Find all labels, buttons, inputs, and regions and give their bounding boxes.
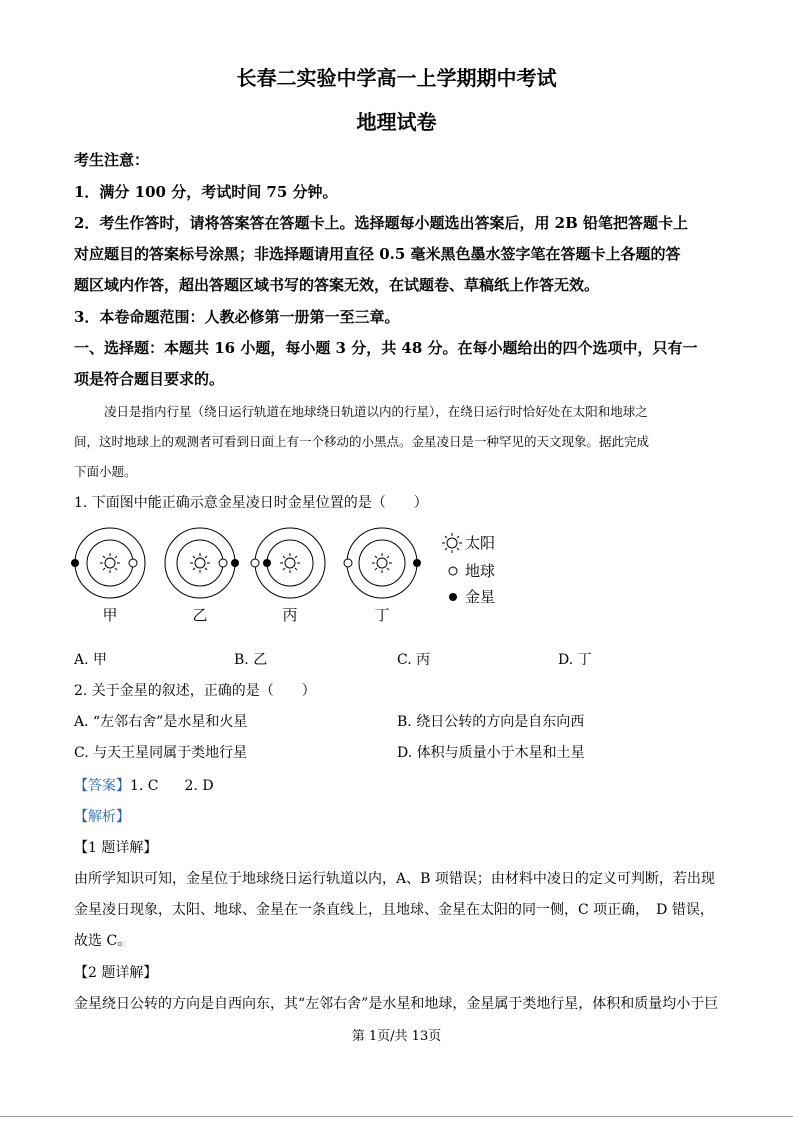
exam-subtitle: 地理试卷 (356, 110, 437, 134)
notice-item-2-line-2: 对应题目的答案标号涂黑；非选择题请用直径 0.5 毫米黑色墨水签字笔在答题卡上各题的答 (74, 245, 681, 263)
detail-2-line-1: 金星绕日公转的方向是自西向东，其“左邻右舍”是水星和地球，金星属于类地行星，体积和质量均小于巨 (74, 996, 719, 1012)
legend-sun-label: 太阳 (465, 534, 496, 552)
venus-dot (413, 559, 421, 567)
q1-option-c: C. 丙 (397, 652, 431, 668)
section-heading-line-2: 项是符合题目要求的。 (74, 370, 225, 388)
section-heading-line-1: 一、选择题：本题共 16 小题，每小题 3 分，共 48 分。在每小题给出的四个选项中，只有一 (74, 339, 698, 357)
diagram-jia (71, 528, 145, 598)
notice-item-3: 3．本卷命题范围：人教必修第一册第一至三章。 (74, 308, 400, 326)
notice-item-1: 1．满分 100 分，考试时间 75 分钟。 (74, 183, 338, 201)
notice-item-2-line-3: 题区域内作答，超出答题区域书写的答案无效，在试题卷、草稿纸上作答无效。 (74, 276, 600, 294)
notice-heading: 考生注意： (74, 151, 150, 169)
answer-2: 2. D (184, 778, 214, 794)
q2-option-c: C. 与天王星同属于类地行星 (74, 745, 248, 761)
q2-stem: 2. 关于金星的叙述，正确的是（ ） (74, 683, 316, 699)
notice-item-2-line-1: 2．考生作答时，请将答案答在答题卡上。选择题每小题选出答案后，用 2B 铅笔把答题卡上 (74, 214, 689, 232)
diagram-label-ding: 丁 (374, 606, 390, 624)
material-line-3: 下面小题。 (74, 464, 137, 479)
q1-option-b: B. 乙 (234, 652, 268, 668)
q1-stem: 1. 下面图中能正确示意金星凌日时金星位置的是（ ） (74, 495, 428, 511)
venus-dot (71, 559, 79, 567)
material-line-2: 间，这时地球上的观测者可看到日面上有一个移动的小黑点。金星凌日是一种罕见的天文现象。据此完成 (74, 434, 650, 449)
detail-1-line-3: 故选 C。 (74, 933, 132, 949)
earth-dot (344, 559, 352, 567)
diagram-label-bing: 丙 (282, 606, 298, 624)
answer-line (74, 775, 214, 795)
detail-1-line-2: 金星凌日现象，太阳、地球、金星在一条直线上，且地球、金星在太阳的同一侧，C 项正确， D 错误， (74, 902, 714, 918)
page-bottom-rule (0, 1116, 793, 1117)
diagram-label-jia: 甲 (102, 606, 118, 624)
answer-1: 1. C (130, 778, 159, 794)
diagram-label-yi: 乙 (192, 606, 208, 624)
diagram-bing (251, 528, 325, 598)
exam-title: 长春二实验中学高一上学期期中考试 (236, 66, 557, 90)
answer-label: 【答案】 (74, 778, 130, 794)
venus-dot (263, 559, 271, 567)
earth-dot (251, 559, 259, 567)
legend-venus-icon (449, 593, 457, 601)
sun-icon (100, 553, 120, 573)
diagram-ding (344, 528, 421, 598)
earth-dot (129, 559, 137, 567)
page-number: 第 1页/共 13页 (351, 1029, 442, 1044)
q2-option-b: B. 绕日公转的方向是自东向西 (397, 714, 585, 730)
q1-option-a: A. 甲 (74, 652, 108, 668)
earth-dot (219, 559, 227, 567)
legend-earth-icon (449, 567, 457, 575)
detail-1-line-1: 由所学知识可知，金星位于地球绕日运行轨道以内，A、B 项错误；由材料中凌日的定义可判断，若出现 (74, 871, 715, 887)
q2-option-a: A. “左邻右舍”是水星和火星 (74, 714, 248, 730)
analysis-label: 【解析】 (74, 809, 130, 825)
legend-earth-label: 地球 (465, 562, 496, 580)
legend-sun-icon (442, 533, 462, 553)
venus-transit-diagram (60, 518, 520, 630)
sun-icon (280, 553, 300, 573)
sun-icon (190, 553, 210, 573)
q1-option-d: D. 丁 (558, 652, 592, 668)
q2-option-d: D. 体积与质量小于木星和土星 (397, 745, 585, 761)
detail-1-heading: 【1 题详解】 (74, 840, 158, 856)
material-line-1: 凌日是指内行星（绕日运行轨道在地球绕日轨道以内的行星），在绕日运行时恰好处在太阳和地球之 (104, 404, 648, 419)
venus-dot (231, 559, 239, 567)
diagram-yi (165, 528, 239, 598)
detail-2-heading: 【2 题详解】 (74, 965, 158, 981)
legend-venus-label: 金星 (465, 588, 496, 606)
sun-icon (372, 553, 392, 573)
